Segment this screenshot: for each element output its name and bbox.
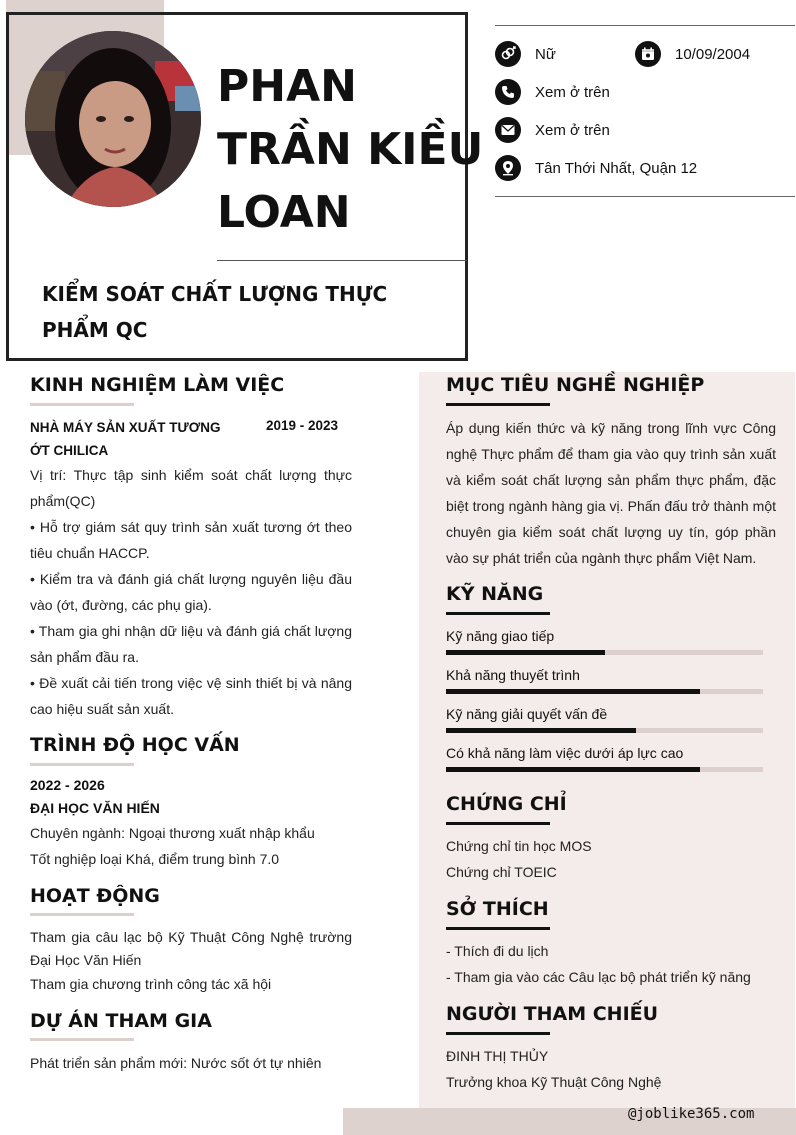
birthday-value: 10/09/2004	[675, 45, 751, 63]
objective-text: Áp dụng kiến thức và kỹ năng trong lĩnh vực Công nghệ Thực phẩm để tham gia vào quy trình sản xuất và kiểm soát chất lượng sản phẩm thực phẩm, đặc biệt trong ngành hàng gia vị. Phấn đấu trở thành một chuyên gia kiểm soát chất lượng uy tín, góp phần vào sự phát triển của ngành thực phẩm Việt Nam.	[446, 420, 776, 566]
certificates-title: CHỨNG CHỈ	[446, 793, 567, 815]
calendar-icon	[635, 41, 661, 67]
project-item: Phát triển sản phẩm mới: Nước sốt ớt tự nhiên	[30, 1055, 322, 1071]
activity-item: Tham gia chương trình công tác xã hội	[30, 976, 272, 992]
skill-bar-track	[446, 689, 763, 694]
section-underline	[446, 1032, 550, 1035]
section-underline	[446, 822, 550, 825]
contact-phone	[495, 79, 610, 105]
gender-value: Nữ	[535, 45, 556, 63]
section-underline	[446, 927, 550, 930]
divider	[495, 25, 795, 26]
mail-icon	[495, 117, 521, 143]
divider	[495, 196, 795, 197]
hobby-item: - Thích đi du lịch	[446, 943, 549, 959]
experience-position: Vị trí: Thực tập sinh kiểm soát chất lượng thực phẩm(QC)	[30, 467, 352, 509]
skills-title: KỸ NĂNG	[446, 583, 544, 605]
skill-label: Có khả năng làm việc dưới áp lực cao	[446, 745, 684, 761]
name-line-3: LOAN	[217, 187, 351, 238]
skill-label: Kỹ năng giao tiếp	[446, 628, 555, 644]
references-title: NGƯỜI THAM CHIẾU	[446, 1003, 659, 1025]
section-underline	[446, 612, 550, 615]
skill-bar-fill	[446, 689, 700, 694]
projects-title: DỰ ÁN THAM GIA	[30, 1010, 212, 1032]
divider	[217, 260, 467, 261]
watermark: @joblike365.com	[628, 1106, 755, 1122]
address-value: Tân Thới Nhất, Quận 12	[535, 159, 698, 177]
section-underline	[446, 403, 550, 406]
section-underline	[30, 763, 134, 766]
job-title: KIỂM SOÁT CHẤT LƯỢNG THỰC PHẨM QC	[42, 282, 388, 342]
activities-title: HOẠT ĐỘNG	[30, 885, 160, 907]
hobby-item: - Tham gia vào các Câu lạc bộ phát triển kỹ năng	[446, 969, 751, 985]
phone-icon	[495, 79, 521, 105]
email-value: Xem ở trên	[535, 121, 610, 139]
profile-photo	[25, 31, 201, 207]
phone-value: Xem ở trên	[535, 83, 610, 101]
name-line-2: TRẦN KIỀU	[217, 124, 484, 175]
education-title: TRÌNH ĐỘ HỌC VẤN	[30, 734, 240, 756]
experience-period: 2019 - 2023	[266, 418, 339, 433]
education-major: Chuyên ngành: Ngoại thương xuất nhập khẩu	[30, 825, 315, 841]
skill-bar-track	[446, 767, 763, 772]
activity-item: Tham gia câu lạc bộ Kỹ Thuật Công Nghệ trường Đại Học Văn Hiến	[30, 929, 352, 968]
contact-gender	[495, 41, 556, 67]
hobbies-title: SỞ THÍCH	[446, 898, 549, 920]
experience-bullet: • Hỗ trợ giám sát quy trình sản xuất tương ớt theo tiêu chuẩn HACCP.	[30, 519, 352, 561]
skill-bar-track	[446, 650, 763, 655]
reference-role: Trưởng khoa Kỹ Thuật Công Nghệ	[446, 1074, 662, 1090]
certificate-item: Chứng chỉ tin học MOS	[446, 838, 592, 854]
full-name	[217, 55, 484, 244]
skill-label: Kỹ năng giải quyết vấn đề	[446, 706, 608, 722]
name-line-1: PHAN	[217, 61, 357, 112]
location-pin-icon	[495, 155, 521, 181]
experience-bullet: • Tham gia ghi nhận dữ liệu và đánh giá chất lượng sản phẩm đầu ra.	[30, 623, 352, 665]
gender-icon	[495, 41, 521, 67]
contact-email	[495, 117, 610, 143]
section-underline	[30, 1038, 134, 1041]
experience-bullet: • Đề xuất cải tiến trong việc vệ sinh thiết bị và nâng cao hiệu suất sản xuất.	[30, 675, 352, 717]
experience-title: KINH NGHIỆM LÀM VIỆC	[30, 374, 285, 396]
skill-bar-track	[446, 728, 763, 733]
education-grade: Tốt nghiệp loại Khá, điểm trung bình 7.0	[30, 851, 280, 867]
skill-label: Khả năng thuyết trình	[446, 667, 580, 683]
experience-company: NHÀ MÁY SẢN XUẤT TƯƠNG ỚT CHILICA	[30, 420, 221, 458]
experience-bullet: • Kiểm tra và đánh giá chất lượng nguyên liệu đầu vào (ớt, đường, các phụ gia).	[30, 571, 352, 613]
contact-birthday	[635, 41, 750, 67]
objective-title: MỤC TIÊU NGHỀ NGHIỆP	[446, 374, 705, 396]
skill-bar-fill	[446, 728, 636, 733]
contact-address	[495, 155, 697, 181]
skill-bar-fill	[446, 767, 700, 772]
education-period: 2022 - 2026	[30, 777, 105, 793]
education-school: ĐẠI HỌC VĂN HIẾN	[30, 800, 160, 816]
skill-bar-fill	[446, 650, 605, 655]
reference-name: ĐINH THỊ THỦY	[446, 1048, 549, 1064]
section-underline	[30, 913, 134, 916]
section-underline	[30, 403, 134, 406]
certificate-item: Chứng chỉ TOEIC	[446, 864, 557, 880]
